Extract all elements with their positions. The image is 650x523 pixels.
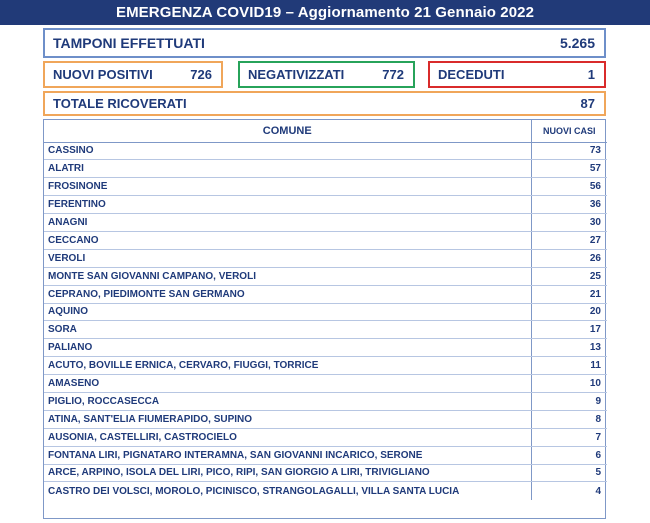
comune-cell: FONTANA LIRI, PIGNATARO INTERAMNA, SAN GIOVANNI INCARICO, SERONE xyxy=(44,446,531,464)
deceduti-label: DECEDUTI xyxy=(438,67,505,82)
comune-cell: ACUTO, BOVILLE ERNICA, CERVARO, FIUGGI, TORRICE xyxy=(44,357,531,375)
table-row xyxy=(44,303,607,321)
nuovi-casi-cell: 20 xyxy=(531,303,607,321)
table-row xyxy=(44,375,607,393)
negativizzati-value: 772 xyxy=(382,67,404,82)
nuovi-casi-cell: 56 xyxy=(531,178,607,196)
comune-cell: VEROLI xyxy=(44,249,531,267)
table-body xyxy=(44,142,607,500)
deceduti-box xyxy=(428,61,606,88)
negativizzati-label: NEGATIVIZZATI xyxy=(248,67,345,82)
nuovi-casi-cell: 73 xyxy=(531,142,607,160)
totale-ricoverati-box xyxy=(43,91,606,116)
table-row xyxy=(44,285,607,303)
nuovi-casi-cell: 17 xyxy=(531,321,607,339)
nuovi-casi-cell: 9 xyxy=(531,392,607,410)
header-comune: COMUNE xyxy=(44,120,531,142)
comune-cell: ANAGNI xyxy=(44,214,531,232)
nuovi-casi-cell: 36 xyxy=(531,196,607,214)
table-row xyxy=(44,178,607,196)
table-row xyxy=(44,321,607,339)
comune-cell: ATINA, SANT'ELIA FIUMERAPIDO, SUPINO xyxy=(44,410,531,428)
comune-cell: CECCANO xyxy=(44,231,531,249)
page-title: EMERGENZA COVID19 – Aggiornamento 21 Gennaio 2022 xyxy=(0,0,650,25)
header-nuovi-casi: NUOVI CASI xyxy=(531,120,607,142)
nuovi-casi-cell: 8 xyxy=(531,410,607,428)
nuovi-casi-cell: 57 xyxy=(531,160,607,178)
table-row xyxy=(44,410,607,428)
comune-cell: CASTRO DEI VOLSCI, MOROLO, PICINISCO, STRANGOLAGALLI, VILLA SANTA LUCIA xyxy=(44,482,531,500)
nuovi-casi-cell: 11 xyxy=(531,357,607,375)
table-row xyxy=(44,428,607,446)
totale-ricoverati-value: 87 xyxy=(580,96,595,111)
nuovi-casi-cell: 7 xyxy=(531,428,607,446)
comune-cell: MONTE SAN GIOVANNI CAMPANO, VEROLI xyxy=(44,267,531,285)
negativizzati-box xyxy=(238,61,415,88)
comune-cell: ALATRI xyxy=(44,160,531,178)
deceduti-value: 1 xyxy=(587,67,595,82)
nuovi-casi-cell: 5 xyxy=(531,464,607,482)
nuovi-positivi-box xyxy=(43,61,223,88)
table-row xyxy=(44,196,607,214)
nuovi-casi-cell: 10 xyxy=(531,375,607,393)
totale-ricoverati-label: TOTALE RICOVERATI xyxy=(53,96,187,111)
table-row xyxy=(44,392,607,410)
comuni-table xyxy=(44,120,607,500)
table-row xyxy=(44,464,607,482)
comuni-table-container xyxy=(43,119,606,519)
table-row xyxy=(44,446,607,464)
comune-cell: AUSONIA, CASTELLIRI, CASTROCIELO xyxy=(44,428,531,446)
comune-cell: PIGLIO, ROCCASECCA xyxy=(44,392,531,410)
table-row xyxy=(44,267,607,285)
nuovi-casi-cell: 6 xyxy=(531,446,607,464)
nuovi-positivi-label: NUOVI POSITIVI xyxy=(53,67,153,82)
table-row xyxy=(44,357,607,375)
nuovi-casi-cell: 13 xyxy=(531,339,607,357)
tamponi-label: TAMPONI EFFETTUATI xyxy=(53,35,205,51)
tamponi-value: 5.265 xyxy=(559,35,595,51)
nuovi-positivi-value: 726 xyxy=(190,67,212,82)
table-row xyxy=(44,482,607,500)
nuovi-casi-cell: 21 xyxy=(531,285,607,303)
nuovi-casi-cell: 26 xyxy=(531,249,607,267)
nuovi-casi-cell: 4 xyxy=(595,485,601,497)
comune-cell: FROSINONE xyxy=(44,178,531,196)
nuovi-casi-cell: 27 xyxy=(531,231,607,249)
comune-cell: PALIANO xyxy=(44,339,531,357)
comune-cell: FERENTINO xyxy=(44,196,531,214)
comune-cell: AQUINO xyxy=(44,303,531,321)
comune-cell: CASSINO xyxy=(44,142,531,160)
comune-cell: SORA xyxy=(44,321,531,339)
table-row xyxy=(44,339,607,357)
table-row xyxy=(44,214,607,232)
table-row xyxy=(44,160,607,178)
tamponi-box xyxy=(43,28,606,58)
table-header-row xyxy=(44,120,607,142)
nuovi-casi-cell: 30 xyxy=(531,214,607,232)
table-row xyxy=(44,249,607,267)
comune-cell: ARCE, ARPINO, ISOLA DEL LIRI, PICO, RIPI, SAN GIORGIO A LIRI, TRIVIGLIANO xyxy=(44,464,531,482)
comune-cell: AMASENO xyxy=(44,375,531,393)
table-row xyxy=(44,142,607,160)
nuovi-casi-cell: 25 xyxy=(531,267,607,285)
comune-cell: CEPRANO, PIEDIMONTE SAN GERMANO xyxy=(44,285,531,303)
table-row xyxy=(44,231,607,249)
